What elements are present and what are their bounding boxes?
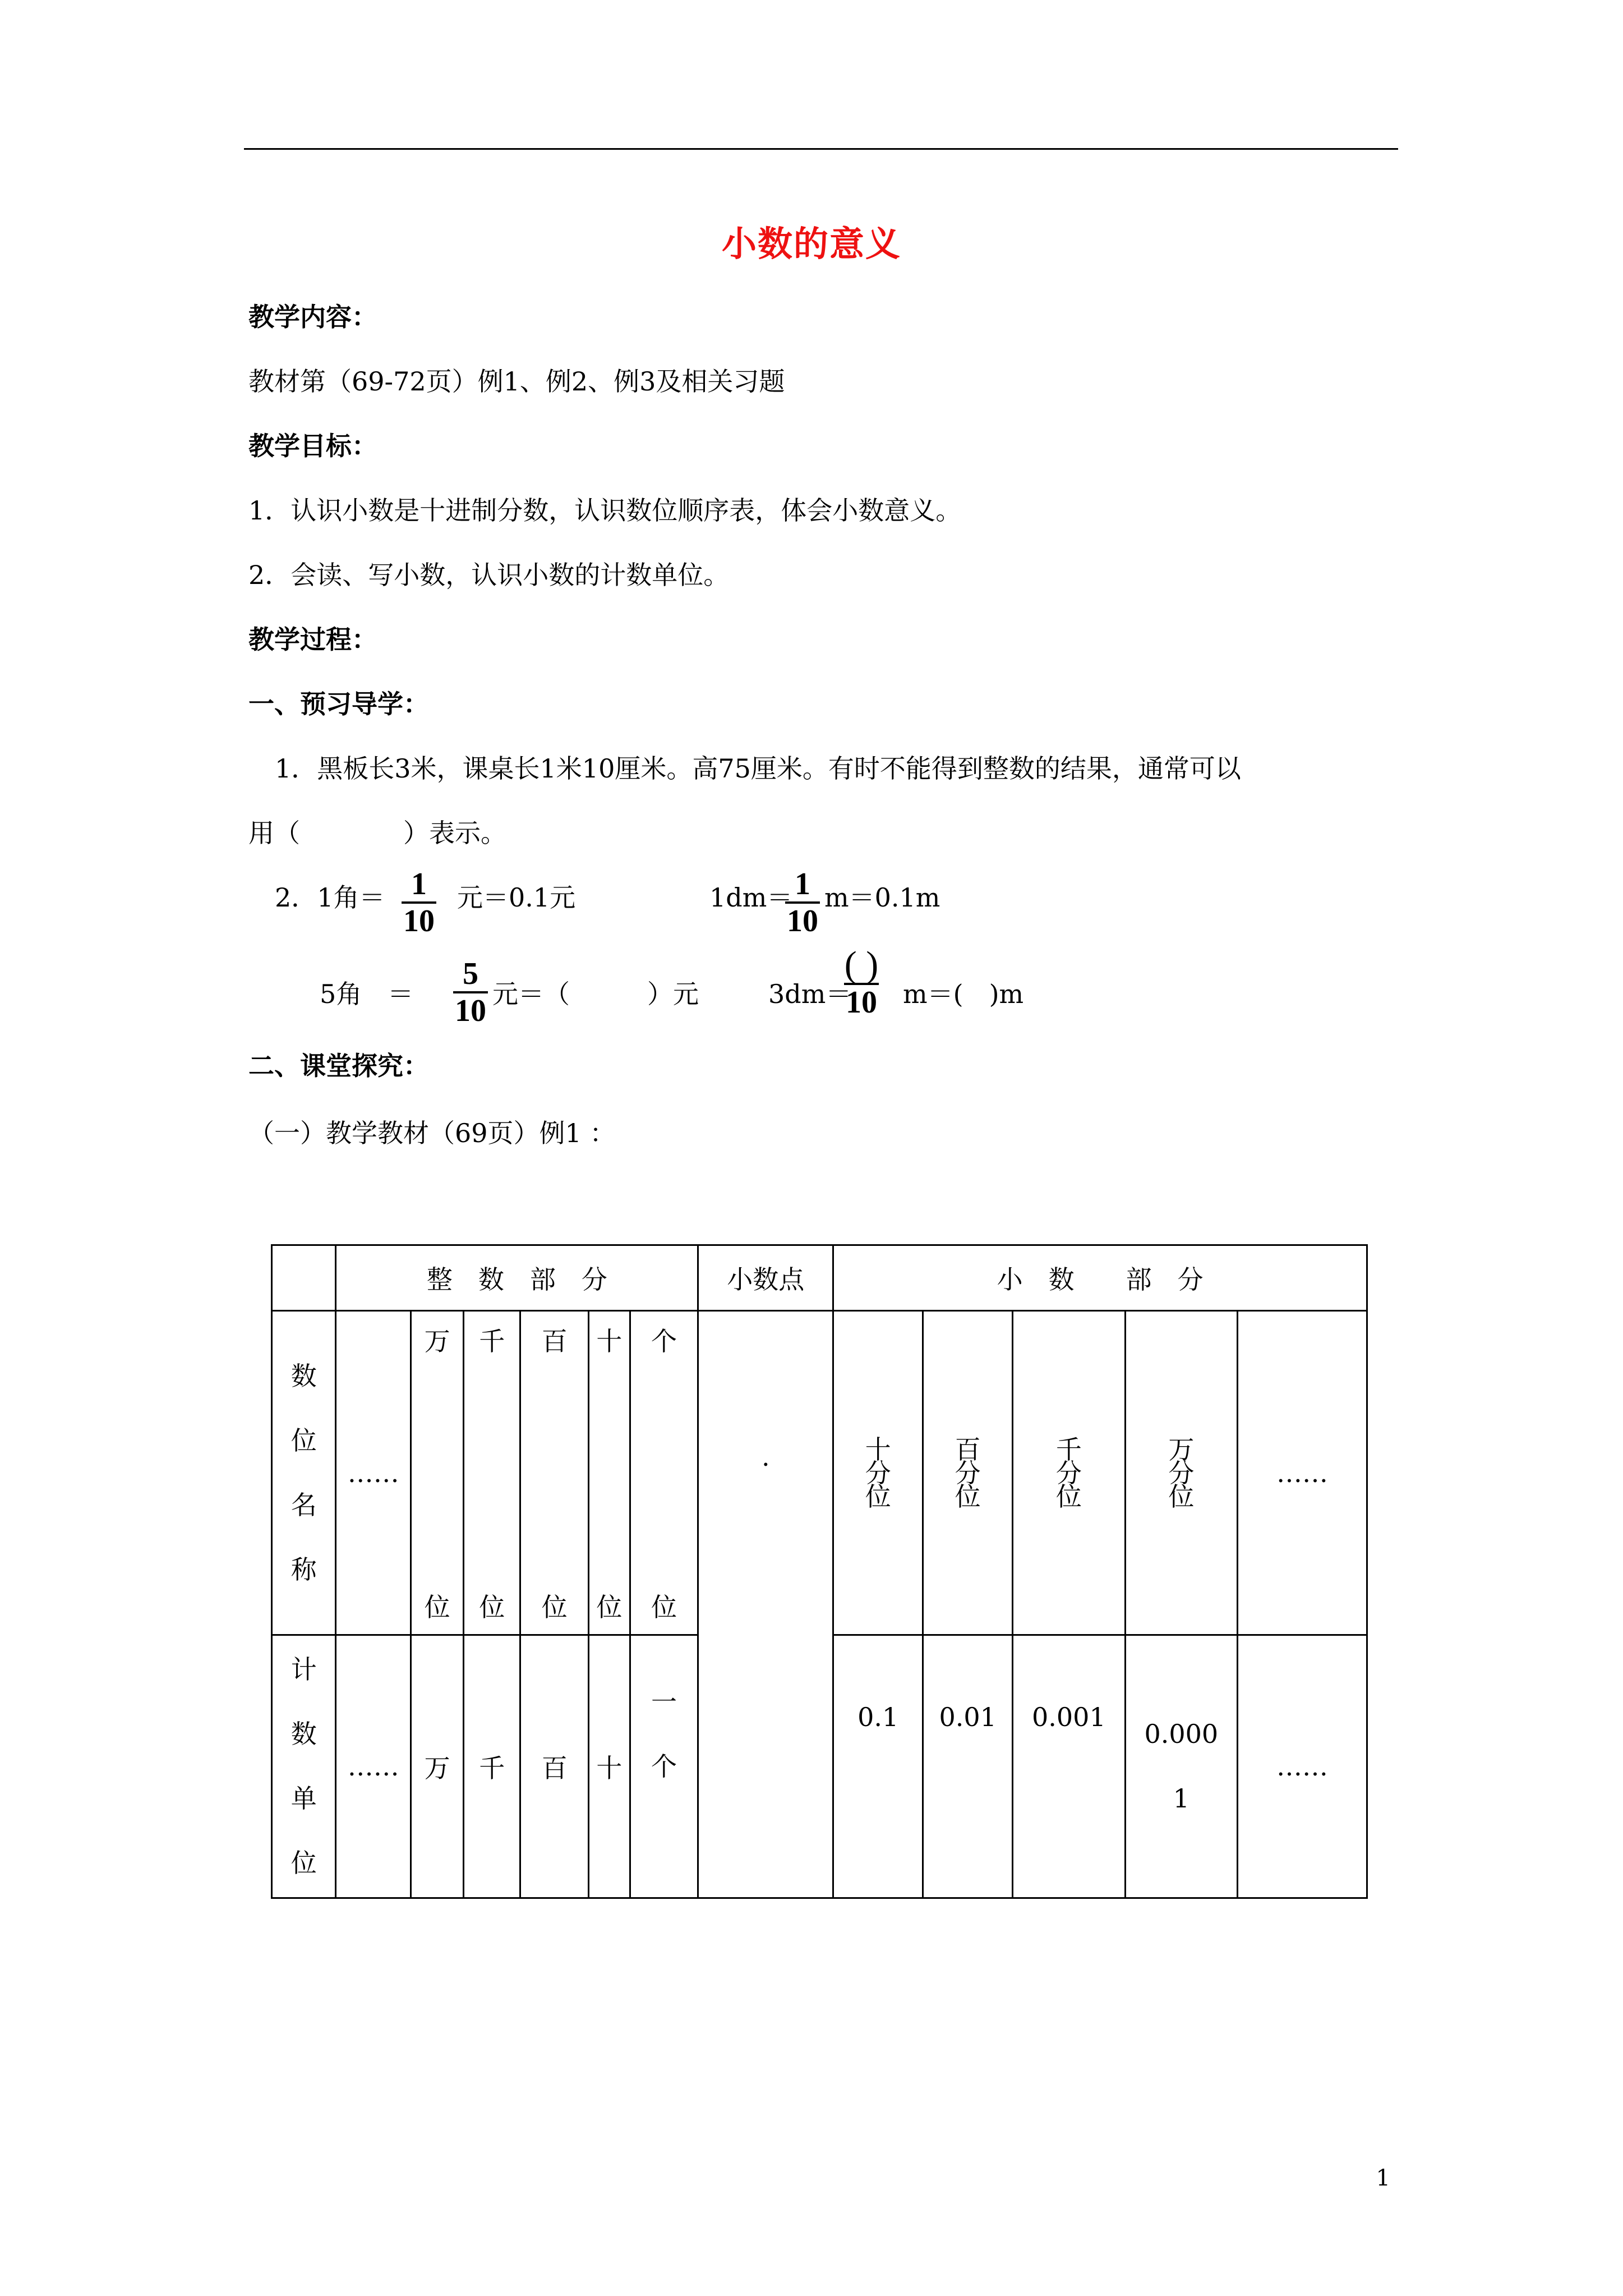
unit-thousandth: 0.001 [1013, 1635, 1125, 1898]
unit-ten: 十 [588, 1635, 630, 1898]
place-tens: 十 位 [588, 1311, 630, 1635]
unit-ten-thousand: 万 [411, 1635, 464, 1898]
unit-hundredth: 0.01 [923, 1635, 1013, 1898]
content-text: 教材第（69-72页）例1、例2、例3及相关习题 [248, 366, 785, 397]
row-label-counting-unit: 计 数 单 位 [272, 1635, 336, 1898]
place-ten-thousands: 万 位 [411, 1311, 464, 1635]
q2-b-prefix: 1dm＝ [709, 882, 793, 913]
q2-b-numerator: 1 [795, 867, 810, 901]
question-1-line-1: 1．黑板长3米，课桌长1米10厘米。高75厘米。有时不能得到整数的结果，通常可以 [275, 753, 1241, 784]
q2-b-denominator: 10 [787, 904, 818, 938]
unit-ten-thousandth: 0.000 1 [1125, 1635, 1237, 1898]
place-ten-thousandths: 万 分 位 [1125, 1311, 1237, 1635]
q2-a-denominator: 10 [403, 904, 435, 938]
unit-integer-ellipsis: …… [336, 1635, 411, 1898]
page-title: 小数的意义 [721, 223, 901, 264]
unit-tenth: 0.1 [833, 1635, 923, 1898]
process-heading: 教学过程： [248, 624, 377, 655]
decimal-part-header: 小 数 部 分 [833, 1245, 1367, 1311]
place-tenths: 十 分 位 [833, 1311, 923, 1635]
q2-c-denominator: 10 [455, 993, 486, 1028]
q2-a-fraction [402, 867, 436, 938]
q2-d-numerator: ( ) [844, 944, 879, 985]
header-rule [244, 148, 1398, 150]
q2-c-fraction [453, 956, 488, 1028]
goal-heading: 教学目标： [248, 431, 377, 461]
decimal-ellipsis: …… [1238, 1311, 1367, 1635]
unit-one: 一 个 [630, 1635, 698, 1898]
q2-d-fraction [844, 944, 879, 1020]
q2-c-suffix: 元＝（ ）元 [492, 979, 699, 1009]
question-1-line-2: 用（ ）表示。 [248, 818, 506, 848]
q2-d-prefix: 3dm＝ [768, 979, 852, 1009]
row-label-place-name: 数 位 名 称 [272, 1311, 336, 1635]
q2-d-denominator: 10 [846, 985, 877, 1020]
q2-b-suffix: m＝0.1m [824, 882, 940, 913]
place-thousandths: 千 分 位 [1013, 1311, 1125, 1635]
decimal-point-symbol: . [761, 1442, 770, 1472]
example-heading: （一）教学教材（69页）例1 ： [248, 1118, 616, 1148]
place-hundreds: 百 位 [520, 1311, 588, 1635]
place-value-table [271, 1244, 1368, 1899]
q2-a-prefix: 2．1角＝ [275, 882, 385, 913]
goal-item-2: 2．会读、写小数，认识小数的计数单位。 [248, 560, 730, 590]
part2-heading: 二、课堂探究： [248, 1051, 429, 1081]
place-hundredths: 百 分 位 [923, 1311, 1013, 1635]
goal-item-1: 1．认识小数是十进制分数，认识数位顺序表，体会小数意义。 [248, 495, 962, 526]
q2-a-numerator: 1 [411, 867, 427, 901]
decimal-point-header: 小数点 [698, 1245, 833, 1311]
unit-thousand: 千 [464, 1635, 520, 1898]
q2-c-numerator: 5 [463, 956, 478, 991]
integer-ellipsis: …… [336, 1311, 411, 1635]
unit-hundred: 百 [520, 1635, 588, 1898]
page-number: 1 [1376, 2165, 1390, 2191]
q2-a-suffix: 元＝0.1元 [457, 882, 576, 913]
part1-heading: 一、预习导学： [248, 689, 429, 719]
q2-c-prefix: 5角 ＝ [320, 979, 414, 1009]
integer-part-header: 整 数 部 分 [336, 1245, 698, 1311]
corner-cell [272, 1245, 336, 1311]
unit-decimal-ellipsis: …… [1238, 1635, 1367, 1898]
content-heading: 教学内容： [248, 302, 377, 332]
q2-d-suffix: m＝( )m [903, 979, 1024, 1009]
place-ones: 个 位 [630, 1311, 698, 1635]
place-thousands: 千 位 [464, 1311, 520, 1635]
decimal-point-cell [698, 1311, 833, 1898]
q2-b-fraction [785, 867, 820, 938]
